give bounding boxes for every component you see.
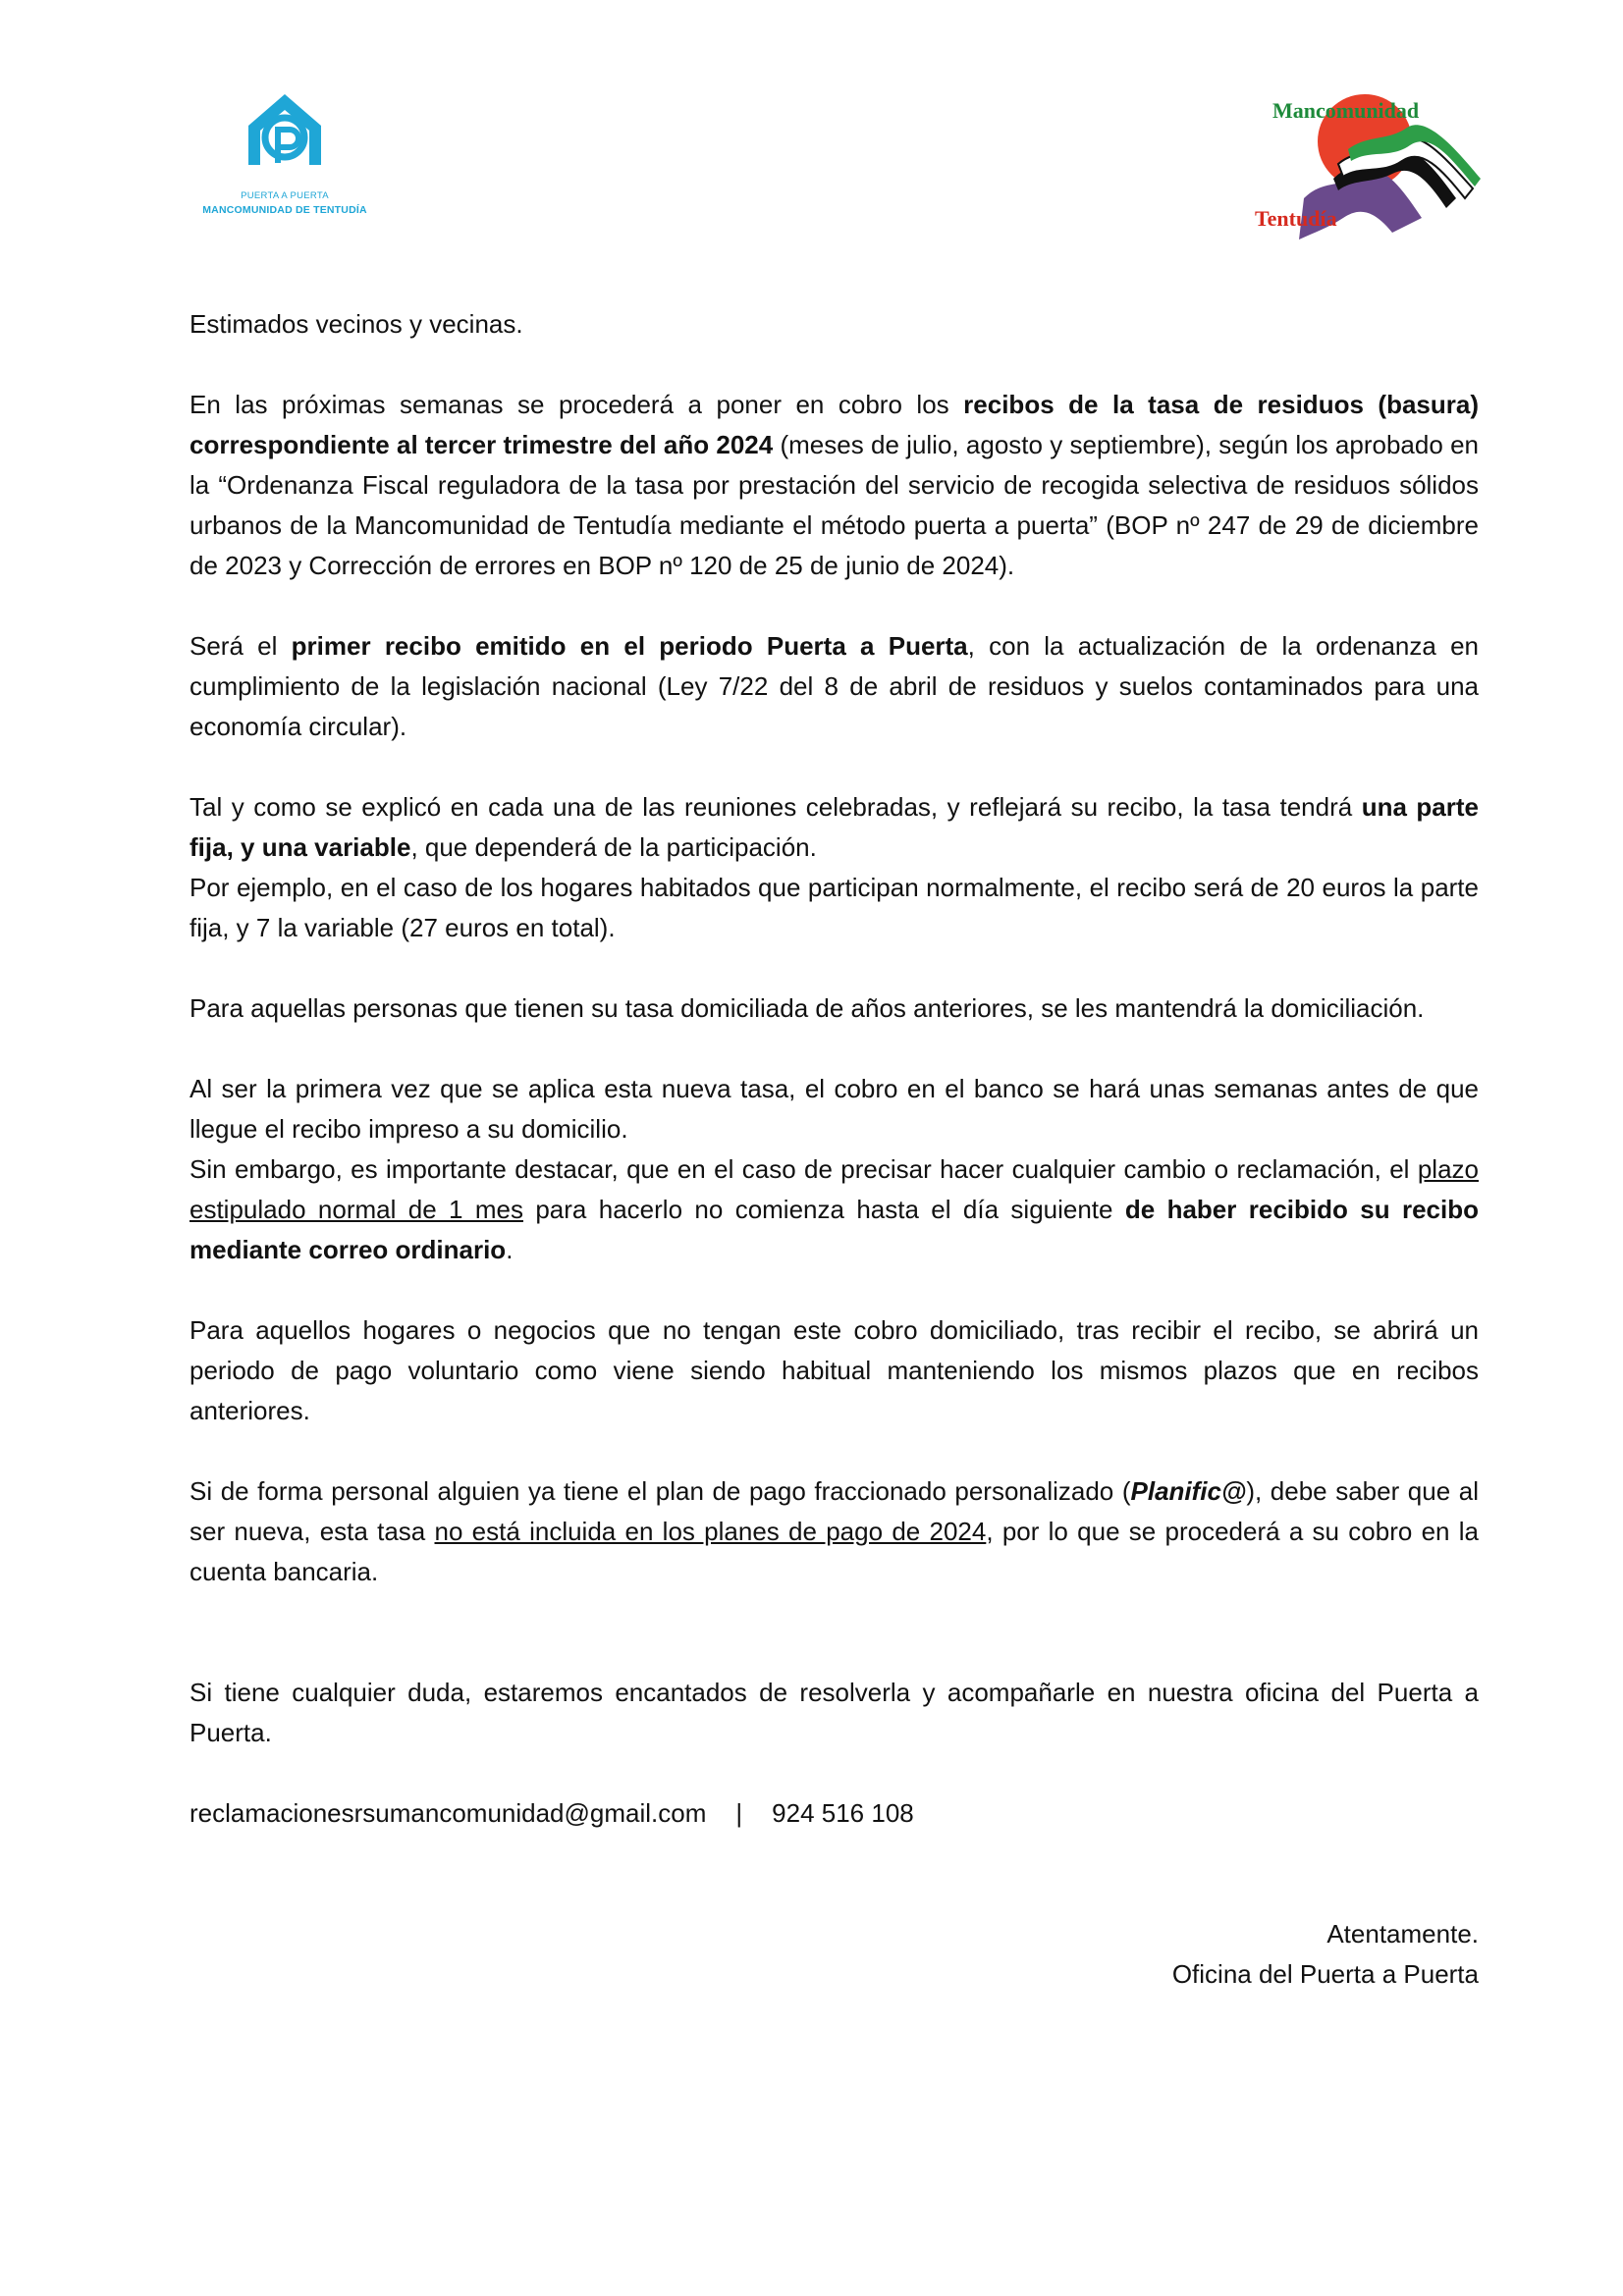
p7-text-e: .: [506, 1235, 514, 1264]
puerta-a-puerta-logo: [191, 86, 378, 234]
logo-right-line1: Mancomunidad: [1272, 98, 1420, 123]
paragraph-8: Para aquellos hogares o negocios que no tengan este cobro domiciliado, tras recibir el recibo, se abrirá un periodo de pago voluntario como viene siendo habitual manteniendo los mismos plazos que en recibos anteriores.: [189, 1315, 1479, 1425]
p2-text-c: , con la actualización de la ordenanza en cumplimiento de la legislación nacional (Ley 7/22 del 8 de abril de residuos y suelos contaminados para una economía circular).: [189, 631, 1480, 741]
spacer: [189, 1874, 1479, 1914]
paragraph-1: [189, 385, 1479, 586]
paragraph-9: [189, 1471, 1479, 1592]
paragraph-6: Al ser la primera vez que se aplica esta nueva tasa, el cobro en el banco se hará unas semanas antes de que llegue el recibo impreso a su domicilio.: [189, 1074, 1479, 1144]
p1-bold: recibos de la tasa de residuos (basura) correspondiente al tercer trimestre del año 2024: [189, 390, 1479, 459]
closing: Atentamente.: [1326, 1919, 1479, 1949]
contact-line: [189, 1793, 1479, 1834]
paragraph-2: [189, 626, 1479, 747]
p2-bold: primer recibo emitido en el periodo Puerta a Puerta: [291, 631, 968, 661]
p7-bold: de haber recibido su recibo mediante correo ordinario: [189, 1195, 1479, 1264]
p3-text-c: , que dependerá de la participación.: [410, 832, 817, 862]
contact-separator: |: [735, 1798, 743, 1828]
paragraph-4: Por ejemplo, en el caso de los hogares habitados que participan normalmente, el recibo será de 20 euros la parte fija, y 7 la variable (27 euros en total).: [189, 873, 1479, 942]
p1-text-c: (meses de julio, agosto y septiembre), según los aprobado en la “Ordenanza Fiscal reguladora de la tasa por prestación del servicio de recogida selectiva de residuos sólidos urbanos de la Mancomunidad de Tentudía mediante el método puerta a puerta” (BOP nº 247 de 29 de diciembre de 2023 y Corrección de errores en BOP nº 120 de 25 de junio de 2024).: [189, 430, 1479, 580]
p1-text-a: En las próximas semanas se procederá a poner en cobro los: [189, 390, 964, 419]
signature: Oficina del Puerta a Puerta: [1171, 1959, 1479, 1989]
logo-left-line1: PUERTA A PUERTA: [241, 190, 329, 201]
paragraph-3: [189, 787, 1479, 868]
logo-right-line2: Tentudía: [1255, 206, 1337, 231]
greeting: Estimados vecinos y vecinas.: [189, 309, 523, 339]
p9-text-a: Si de forma personal alguien ya tiene el plan de pago fraccionado personalizado (: [189, 1476, 1131, 1506]
p2-text-a: Será el: [189, 631, 292, 661]
logo-left-line2: MANCOMUNIDAD DE TENTUDÍA: [202, 204, 367, 216]
p7-text-a: Sin embargo, es importante destacar, que en el caso de precisar hacer cualquier cambio o reclamación, el: [189, 1154, 1418, 1184]
contact-phone[interactable]: 924 516 108: [772, 1798, 914, 1828]
p7-underline: plazo estipulado normal de 1 mes: [189, 1154, 1479, 1224]
p9-text-c: ), debe saber que al ser nueva, esta tasa: [189, 1476, 1479, 1546]
p9-bold-italic: Planific@: [1130, 1476, 1247, 1506]
mancomunidad-tentudia-logo: [1245, 71, 1500, 267]
paragraph-5: Para aquellas personas que tienen su tasa domiciliada de años anteriores, se les mantendrá la domiciliación.: [189, 993, 1425, 1023]
puerta-a-puerta-house-icon: [241, 86, 329, 175]
p9-text-e: , por lo que se procederá a su cobro en la cuenta bancaria.: [189, 1517, 1479, 1586]
letter-body: [189, 304, 1479, 2035]
paragraph-7: [189, 1149, 1479, 1270]
p9-underline: no está incluida en los planes de pago de 2024: [434, 1517, 987, 1546]
contact-email[interactable]: reclamacionesrsumancomunidad@gmail.com: [189, 1798, 707, 1828]
p7-text-c: para hacerlo no comienza hasta el día siguiente: [522, 1195, 1125, 1224]
p3-bold: una parte fija, y una variable: [189, 792, 1480, 862]
spacer: [189, 1632, 1479, 1673]
p3-text-a: Tal y como se explicó en cada una de las reuniones celebradas, y reflejará su recibo, la tasa tendrá: [189, 792, 1362, 822]
paragraph-10: Si tiene cualquier duda, estaremos encantados de resolverla y acompañarle en nuestra oficina del Puerta a Puerta.: [189, 1678, 1479, 1747]
